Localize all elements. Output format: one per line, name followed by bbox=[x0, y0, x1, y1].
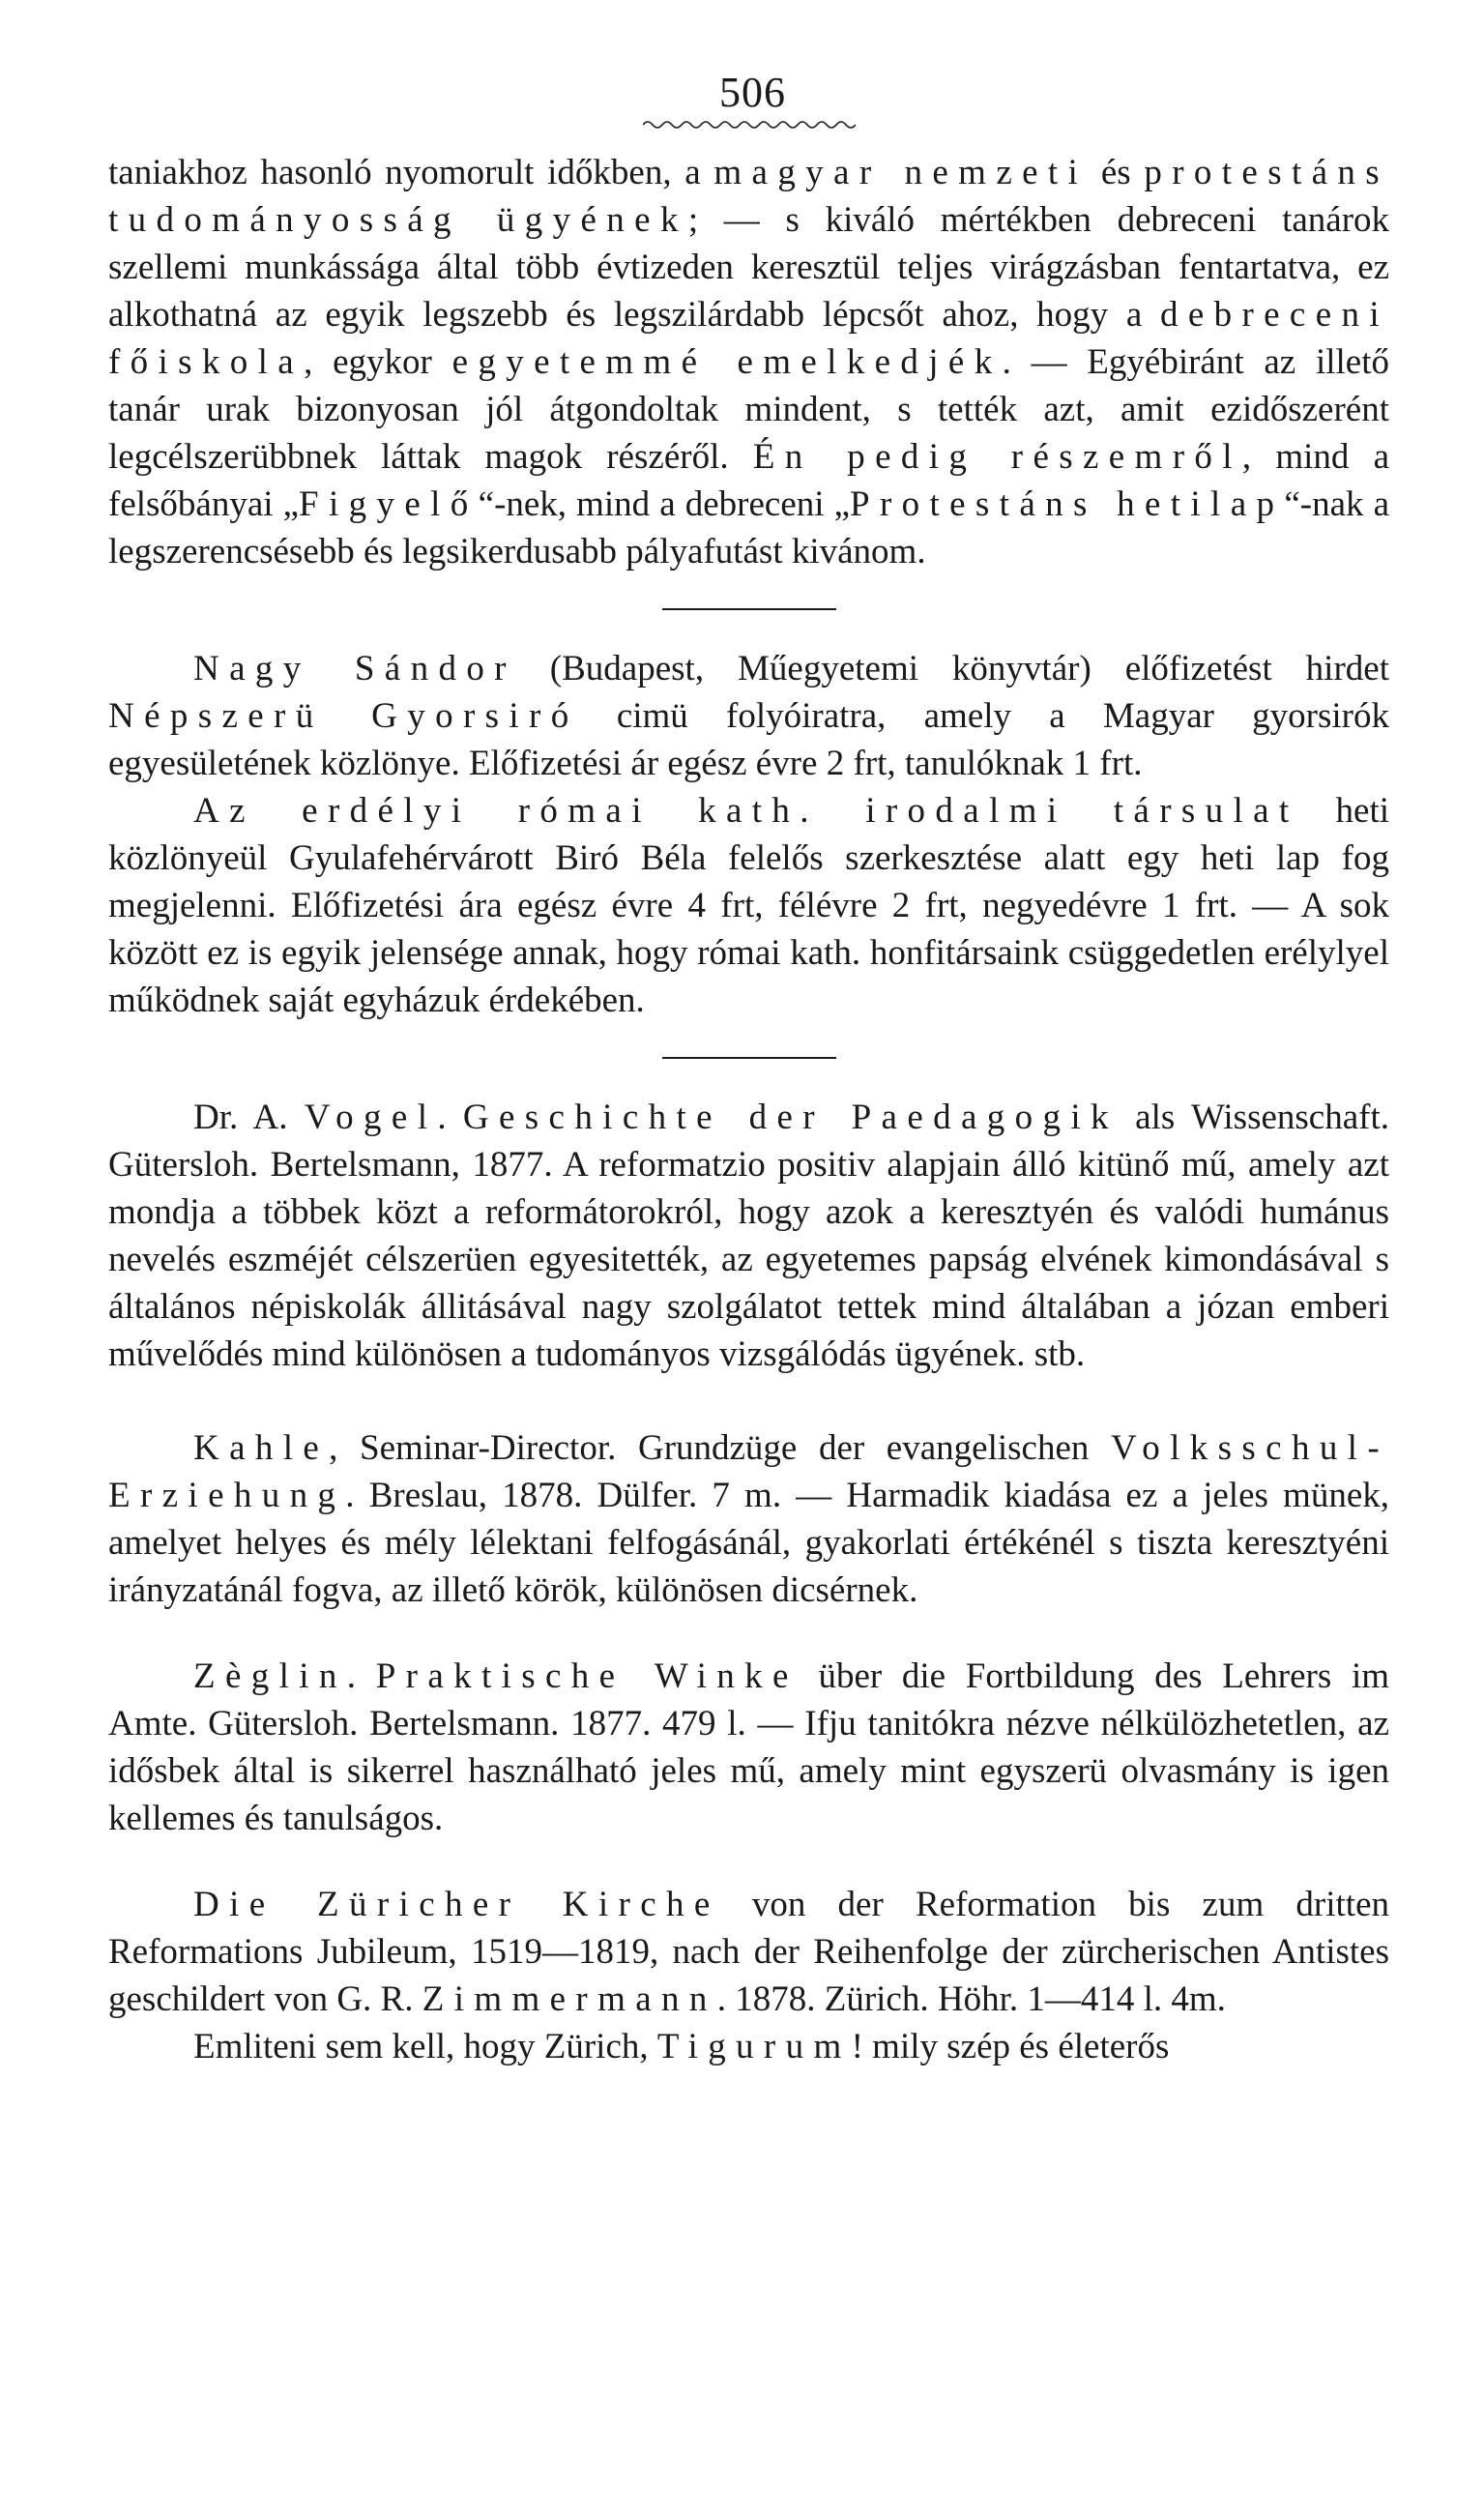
review-zeglin-text-4: über die Fortbildung des Lehrers im Amte. Gütersloh. Bertelsmann. 1877. 479 l. — Ifju tanitókra nézve nélkülözhetetlen, az idősbek által is sikerrel használható jeles mű, amely mint egyszerü olvasmány is igen kellemes és tanulságos. bbox=[108, 1656, 1390, 1838]
review-kahle-author: Kahle bbox=[193, 1428, 330, 1468]
intro-text-13: “-nek, mind a debreceni „ bbox=[478, 484, 851, 524]
spacer bbox=[108, 1614, 1389, 1653]
intro-text-11: , mind a felsőbányai „ bbox=[108, 437, 1389, 524]
intro-text-1: taniakhoz hasonló nyomorult időkben, a bbox=[108, 153, 714, 192]
notice-nagy-text-2: (Budapest, Műegyetemi könyvtár) előfizetést hirdet bbox=[515, 649, 1389, 689]
review-zuricher-text-5: Emliteni sem kell, hogy Zürich, bbox=[193, 2027, 657, 2066]
review-zeglin-title: Praktische Winke bbox=[375, 1656, 799, 1696]
notice-nagy-paragraph bbox=[108, 645, 1389, 787]
review-vogel-text-1: Dr. A. bbox=[193, 1098, 305, 1137]
review-kahle-title: Volksschul-Erziehung bbox=[108, 1428, 1389, 1515]
intro-spaced-magyar-nemzeti: magyar nemzeti bbox=[713, 153, 1089, 192]
intro-text-7: , egykor bbox=[304, 342, 452, 382]
page bbox=[108, 68, 1389, 2070]
review-zeglin-text-2: . bbox=[346, 1656, 376, 1696]
review-zuricher-text-2: von der Reformation bis zum dritten Reformations Jubileum, 1519—1819, nach der Reihenfolge der zürcherischen Antistes geschildert von G. R. bbox=[108, 1885, 1389, 2019]
review-vogel-author: Vogel bbox=[304, 1098, 438, 1137]
section-divider bbox=[662, 1057, 836, 1059]
intro-paragraph bbox=[108, 149, 1389, 575]
review-zuricher-text-4: . 1878. Zürich. Höhr. 1—414 l. 4m. bbox=[716, 1979, 1226, 2019]
spacer bbox=[108, 1842, 1389, 1881]
review-zeglin-author: Zèglin bbox=[193, 1656, 347, 1696]
review-kahle-paragraph bbox=[108, 1424, 1389, 1614]
intro-spaced-protestans: protestáns tudományosság ügyének bbox=[108, 153, 1389, 240]
review-zuricher-author: Zimmermann bbox=[422, 1979, 717, 2019]
section-divider bbox=[662, 608, 836, 610]
review-zuricher-continuation bbox=[108, 2023, 1389, 2070]
notice-nagy-name: Nagy Sándor bbox=[193, 649, 516, 689]
review-kahle-text-2: , Seminar-Director. Grundzüge der evangelischen bbox=[329, 1428, 1111, 1468]
wavy-ornament-icon bbox=[643, 118, 856, 132]
notice-erdelyi-text-2: heti közlönyeül Gyulafehérvárott Biró Béla felelős szerkesztése alatt egy heti lap fog megjelenni. Előfizetési ára egész évre 4 frt, félévre 2 frt, negyedévre 1 frt. — A sok között ez is egyik jelensége annak, hogy római kath. honfitársaink csüggedetlen erélylyel működnek saját egyházuk érdekében. bbox=[108, 791, 1389, 1020]
notice-nagy-journal: Népszerü Gyorsiró bbox=[108, 696, 579, 736]
page-number: 506 bbox=[719, 69, 786, 116]
review-zuricher-paragraph bbox=[108, 1881, 1389, 2023]
intro-spaced-en-pedig: Én pedig részemről bbox=[752, 437, 1242, 477]
review-vogel-text-5: als Wissenschaft. Gütersloh. Bertelsmann, 1877. A reformatzio positiv alapjain álló kitünő mű, amely azt mondja a többek közt a reformátorokról, hogy azok a keresztyén és valódi humánus nevelés eszméjét célszerüen egyesitették, az egyetemes papság elvének kimondásával s általános népiskolák állitásával nagy szolgálatot tettek mind általában a józan emberi művelődés mind különösen a tudományos vizsgálódás ügyének. stb. bbox=[108, 1098, 1389, 1374]
intro-spaced-figyelo: Figyelő bbox=[299, 484, 479, 524]
notice-nagy-text-4: cimü folyóiratra, amely a Magyar gyorsirók egyesületének közlönye. Előfizetési ár egész évre 2 frt, tanulóknak 1 frt. bbox=[108, 696, 1389, 783]
review-zuricher-title: Die Züricher Kirche bbox=[193, 1885, 720, 1924]
review-vogel-title: Geschichte der Paedagogik bbox=[462, 1098, 1119, 1137]
intro-text-15: “-nak a legszerencsésebb és legsikerdusabb pályafutást kivánom. bbox=[108, 484, 1389, 571]
intro-text-9: . — Egyébiránt az illető tanár urak bizonyosan jól átgondoltak mindent, s tették azt, amit ezidőszerént legcélszerübbnek láttak magok részéről. bbox=[108, 342, 1389, 477]
intro-text-3: és bbox=[1088, 153, 1145, 192]
intro-spaced-egyetemme: egyetemmé emelkedjék bbox=[451, 342, 1003, 382]
notice-erdelyi-paragraph bbox=[108, 787, 1389, 1024]
intro-text-5: ; — s kiváló mértékben debreceni tanárok szellemi munkássága által több évtizeden keresztül teljes virágzásban fentartatva, ez alkothatná az egyik legszebb és legszilárdabb lépcsőt ahoz, hogy a bbox=[108, 200, 1390, 335]
review-zuricher-tigurum: Tigurum bbox=[656, 2027, 852, 2066]
spacer bbox=[108, 1378, 1389, 1424]
review-zuricher-text-7: ! mily szép és életerős bbox=[851, 2027, 1170, 2066]
review-vogel-paragraph bbox=[108, 1094, 1389, 1378]
review-kahle-text-4: . Breslau, 1878. Dülfer. 7 m. — Harmadik kiadása ez a jeles münek, amelyet helyes és mély lélektani felfogásánál, gyakorlati értékénél s tiszta keresztyéni irányzatánál fogva, az illető körök, különösen dicsérnek. bbox=[108, 1476, 1389, 1610]
notice-erdelyi-society: Az erdélyi római kath. irodalmi társulat bbox=[193, 791, 1299, 831]
intro-spaced-protestans-hetilap: Protestáns hetilap bbox=[850, 484, 1285, 524]
review-vogel-text-3: . bbox=[437, 1098, 463, 1137]
intro-spaced-debreceni-foiskola: debreceni főiskola bbox=[108, 295, 1389, 382]
review-zeglin-paragraph bbox=[108, 1653, 1389, 1842]
